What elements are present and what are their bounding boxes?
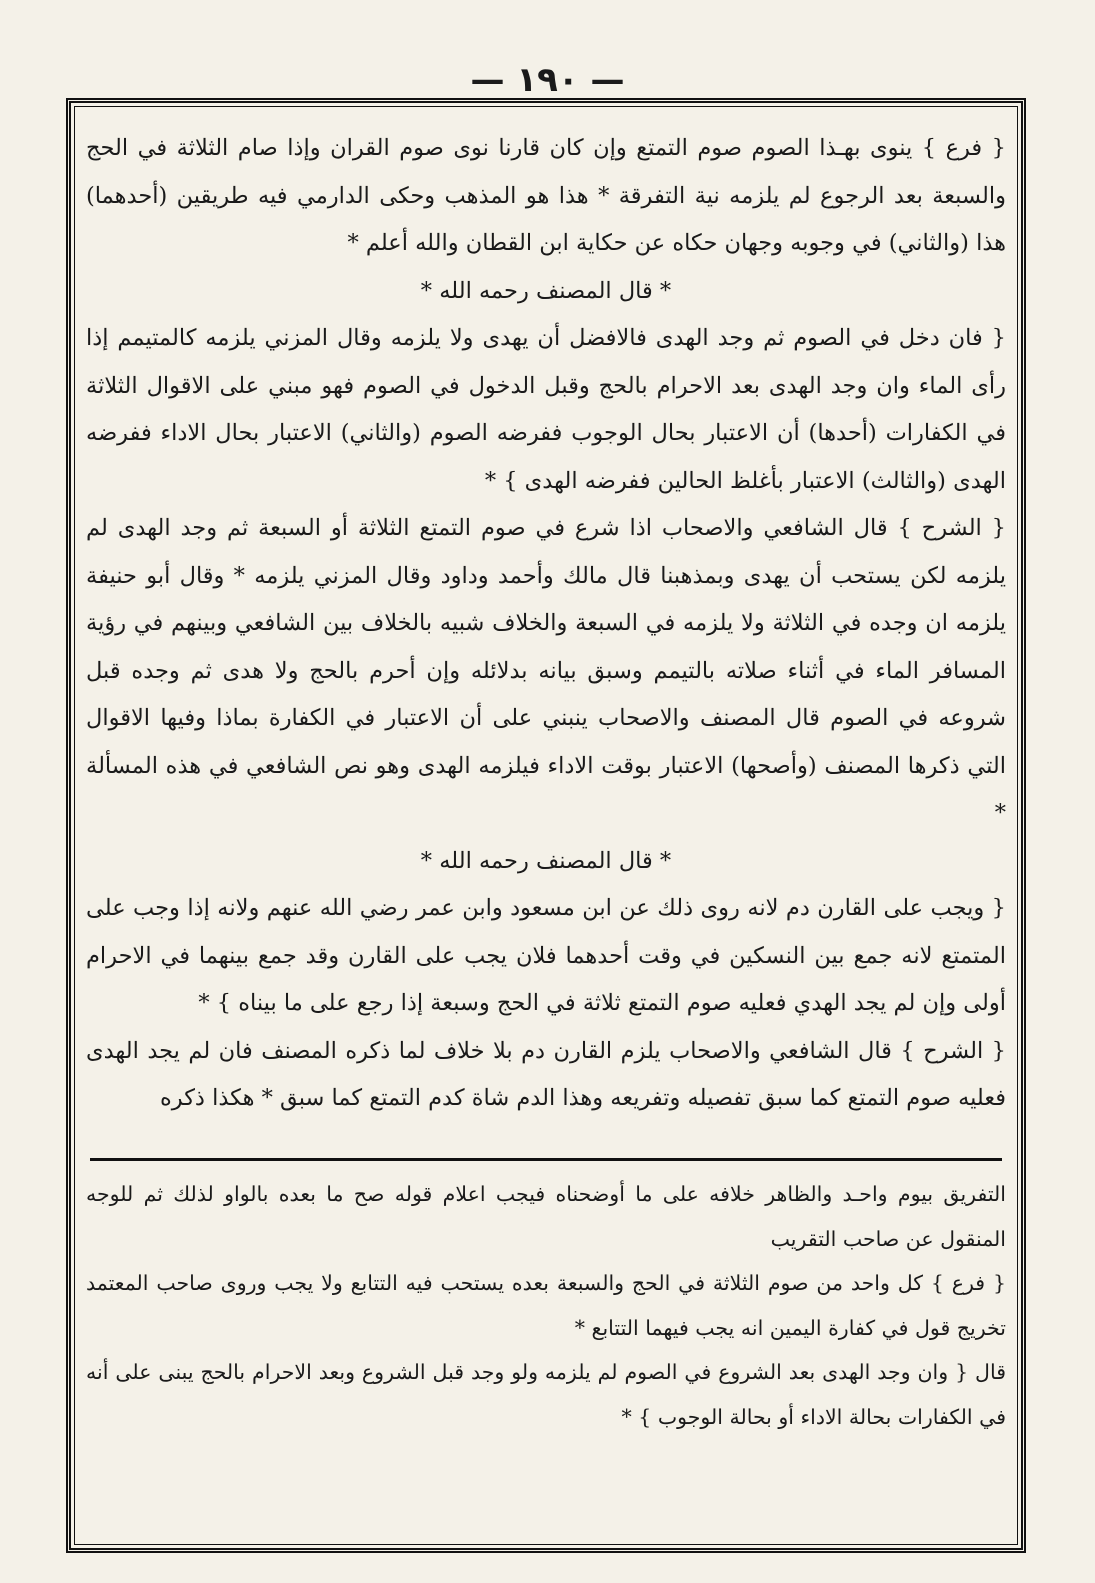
main-text-body <box>86 125 1006 1150</box>
paragraph-commentary-1: { الشرح } قال الشافعي والاصحاب اذا شرع في صوم التمتع الثلاثة أو السبعة ثم وجد الهدى لم يلزمه لكن يستحب أن يهدى وبمذهبنا قال مالك وأحمد وداود وقال المزني يلزمه * وقال أبو حنيفة يلزمه ان وجده في الثلاثة ولا يلزمه في السبعة والخلاف شبيه بالخلاف بين الشافعي وبينهم في رؤية المسافر الماء في أثناء صلاته بالتيمم وسبق بيانه بدلائله وإن أحرم بالحج ولا هدى ثم وجده قبل شروعه في الصوم قال المصنف والاصحاب ينبني على أن الاعتبار في الكفارة بماذا وفيها الاقوال التي ذكرها المصنف (وأصحها) الاعتبار بوقت الاداء فيلزمه الهدى وهو نص الشافعي في هذه المسألة * <box>86 515 1006 826</box>
note-paragraph-tafriq: التفريق بيوم واحـد والظاهر خلافه على ما أوضحناه فيجب اعلام قوله صح ما بعده بالواو لذلك ثم للوجه المنقول عن صاحب التقريب <box>86 1182 1006 1251</box>
footnote-divider <box>90 1158 1002 1161</box>
page-number: — ١٩٠ — <box>470 60 625 100</box>
paragraph-commentary-2: { الشرح } قال الشافعي والاصحاب يلزم القارن دم بلا خلاف لما ذكره المصنف فان لم يجد الهدى فعليه صوم التمتع كما سبق تفصيله وتفريعه وهذا الدم شاة كدم التمتع كما سبق * هكذا ذكره <box>86 1037 1006 1111</box>
paragraph-matn-qarin-dam: { ويجب على القارن دم لانه روى ذلك عن ابن مسعود وابن عمر رضي الله عنهم ولانه إذا وجب على المتمتع لانه جمع بين النسكين في وقت أحدهما فلان يجب على القارن وقد جمع بينهما في الاحرام أولى وإن لم يجد الهدي فعليه صوم التمتع ثلاثة في الحج وسبعة إذا رجع على ما بيناه } * <box>86 895 1006 1016</box>
author-said-heading: * قال المصنف رحمه الله * <box>420 277 672 304</box>
note-paragraph-branch-tatabu: { فرع } كل واحد من صوم الثلاثة في الحج والسبعة بعده يستحب فيه التتابع ولا يجب وروى صاحب المعتمد تخريج قول في كفارة اليمين انه يجب فيهما التتابع * <box>86 1271 1006 1340</box>
paragraph-matn-hady-after-fast: { فان دخل في الصوم ثم وجد الهدى فالافضل أن يهدى ولا يلزمه وقال المزني يلزمه كالمتيمم إذا رأى الماء وان وجد الهدى بعد الاحرام بالحج وقبل الدخول في الصوم فهو مبني على الاقوال الثلاثة في الكفارات (أحدها) أن الاعتبار بحال الوجوب ففرضه الصوم (والثاني) الاعتبار بحال الاداء ففرضه الهدى (والثالث) الاعتبار بأغلظ الحالين ففرضه الهدى } * <box>86 325 1006 494</box>
author-said-heading: * قال المصنف رحمه الله * <box>420 847 672 874</box>
footnote-text-body <box>86 1172 1006 1542</box>
paragraph-branch-fast-intention: { فرع } ينوى بهـذا الصوم صوم التمتع وإن كان قارنا نوى صوم القران وإذا صام الثلاثة في الحج والسبعة بعد الرجوع لم يلزمه نية التفرقة * هذا هو المذهب وحكى الدارمي فيه طريقين (أحدهما) هذا (والثاني) في وجوبه وجهان حكاه عن حكاية ابن القطان والله أعلم * <box>86 135 1006 256</box>
note-paragraph-qala: قال { وان وجد الهدى بعد الشروع في الصوم لم يلزمه ولو وجد قبل الشروع وبعد الاحرام بالحج يبنى على أنه في الكفارات بحالة الاداء أو بحالة الوجوب } * <box>86 1360 1006 1429</box>
